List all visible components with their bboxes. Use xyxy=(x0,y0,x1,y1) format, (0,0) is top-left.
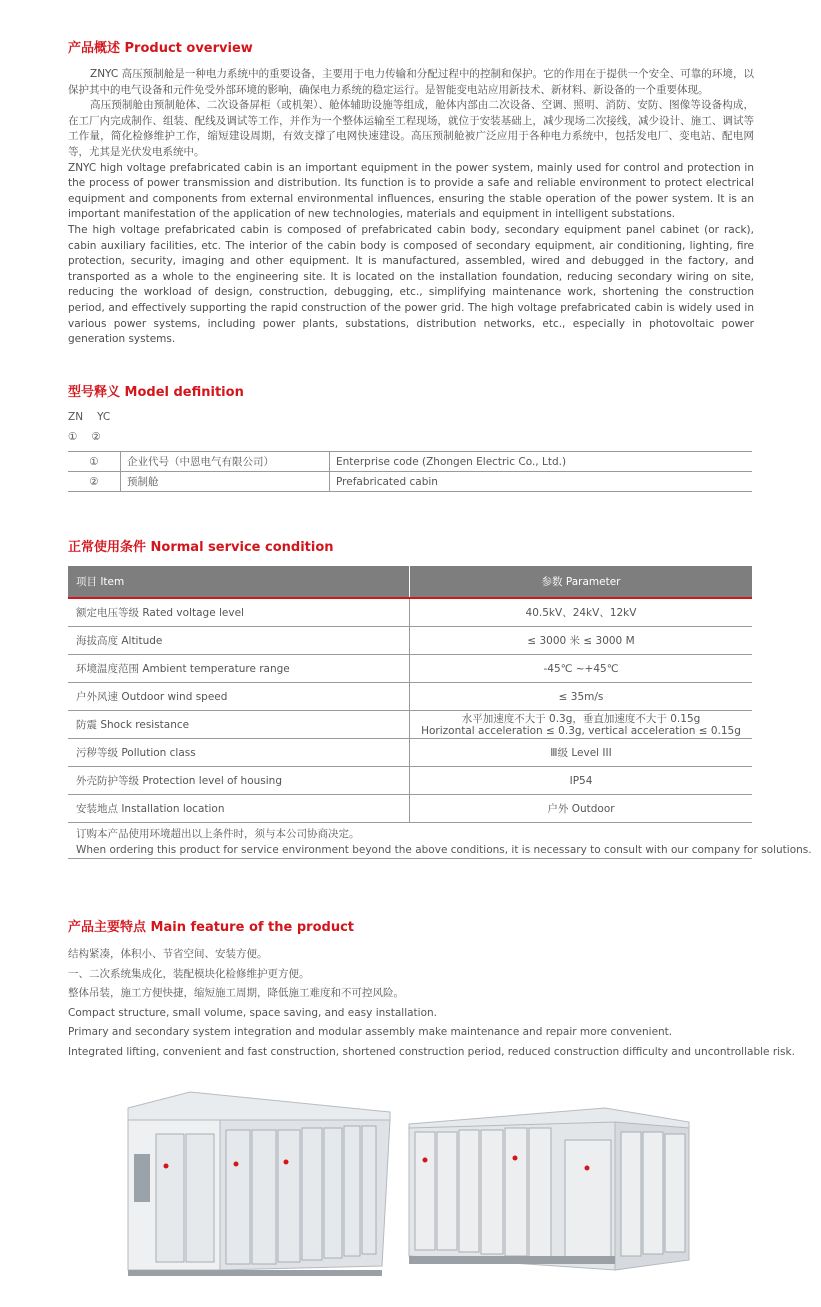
list-item: 结构紧凑，体积小、节省空间、安装方便。 xyxy=(68,948,268,960)
model-title: 型号释义 Model definition xyxy=(68,385,244,400)
table-row xyxy=(68,795,752,823)
table-row xyxy=(68,655,752,683)
table-row xyxy=(68,767,752,795)
list-item: 整体吊装，施工方便快捷，缩短施工周期，降低施工难度和不可控风险。 xyxy=(68,987,404,999)
row-param xyxy=(410,711,753,739)
row-item: 外壳防护等级 Protection level of housing xyxy=(68,767,410,795)
list-item: 一、二次系统集成化，装配模块化检修维护更方便。 xyxy=(68,967,310,980)
model-mark-row xyxy=(68,431,115,443)
service-note-cn: 订购本产品使用环境超出以上条件时，须与本公司协商决定。 xyxy=(76,828,360,840)
model-row-en: Prefabricated cabin xyxy=(330,472,753,492)
service-condition-table xyxy=(68,566,752,823)
row-item: 污秽等级 Pollution class xyxy=(68,739,410,767)
model-code-zn: ZN xyxy=(68,411,84,423)
row-item: 环境温度范围 Ambient temperature range xyxy=(68,655,410,683)
model-row-cn: 预制舱 xyxy=(121,472,330,492)
row-param-en: Horizontal acceleration ≤ 0.3g, vertical acceleration ≤ 0.15g xyxy=(421,724,741,737)
model-row-en: Enterprise code (Zhongen Electric Co., Ltd.) xyxy=(330,452,753,472)
overview-cn-paragraph-1: ZNYC 高压预制舱是一种电力系统中的重要设备，主要用于电力传输和分配过程中的控制和保护。它的作用在于提供一个安全、可靠的环境，以保护其中的电气设备和元件免受外部环境的影响，确保电力系统的稳定运行。是智能变电站应用新技术、新材料、新设备的一个重要体现。 xyxy=(68,68,754,96)
model-code-yc: YC xyxy=(97,411,111,423)
list-item: Integrated lifting, convenient and fast construction, shortened construction period, reduced construction difficulty and uncontrollable risk. xyxy=(68,1045,795,1058)
cabin-image-left xyxy=(120,1090,395,1280)
table-row xyxy=(68,472,752,492)
header-parameter: 参数 Parameter xyxy=(410,566,753,598)
service-note-en: When ordering this product for service environment beyond the above conditions, it is necessary to consult with our company for solutions. xyxy=(76,844,812,856)
model-row-number: ① xyxy=(68,452,121,472)
row-param: ≤ 35m/s xyxy=(410,683,753,711)
row-param: -45℃ ~+45℃ xyxy=(410,655,753,683)
model-mark-1: ① xyxy=(68,431,78,443)
row-item: 安装地点 Installation location xyxy=(68,795,410,823)
row-param-cn: 水平加速度不大于 0.3g，垂直加速度不大于 0.15g xyxy=(461,712,701,725)
row-item: 海拔高度 Altitude xyxy=(68,627,410,655)
row-item: 额定电压等级 Rated voltage level xyxy=(68,598,410,627)
table-row xyxy=(68,711,752,739)
row-param: 户外 Outdoor xyxy=(410,795,753,823)
table-row xyxy=(68,683,752,711)
row-param: ≤ 3000 米 ≤ 3000 M xyxy=(410,627,753,655)
divider xyxy=(68,858,752,859)
model-code-row xyxy=(68,411,124,423)
header-item: 项目 Item xyxy=(68,566,410,598)
list-item: Primary and secondary system integration and modular assembly make maintenance and repair more convenient. xyxy=(68,1026,673,1038)
row-param: 40.5kV、24kV、12kV xyxy=(410,598,753,627)
overview-title: 产品概述 Product overview xyxy=(68,41,253,56)
table-header-row xyxy=(68,566,752,598)
row-param: IP54 xyxy=(410,767,753,795)
model-mark-2: ② xyxy=(91,431,101,443)
table-row xyxy=(68,452,752,472)
model-row-number: ② xyxy=(68,472,121,492)
table-row xyxy=(68,627,752,655)
list-item: Compact structure, small volume, space saving, and easy installation. xyxy=(68,1006,438,1019)
overview-en-paragraph-1: ZNYC high voltage prefabricated cabin is an important equipment in the power system, mainly used for control and protection in the process of power transmission and distribution. Its function is to provide a safe and reliable environment to protect electrical equipment and components from external environmental influences, ensuring the stable operation of the power system. It is an important manifestation of the application of new technologies, materials and equipment in intelligent substations. xyxy=(68,161,754,221)
table-row xyxy=(68,739,752,767)
row-item: 户外风速 Outdoor wind speed xyxy=(68,683,410,711)
cabin-image-right xyxy=(405,1100,695,1280)
row-param: Ⅲ级 Level III xyxy=(410,739,753,767)
service-title: 正常使用条件 Normal service condition xyxy=(68,540,334,555)
row-item: 防震 Shock resistance xyxy=(68,711,410,739)
feature-list xyxy=(68,945,795,1062)
overview-text xyxy=(68,67,754,348)
model-row-cn: 企业代号（中恩电气有限公司） xyxy=(121,452,330,472)
service-note xyxy=(76,826,812,858)
model-definition-table xyxy=(68,451,752,492)
overview-en-paragraph-2: The high voltage prefabricated cabin is composed of prefabricated cabin body, secondary equipment panel cabinet (or rack), cabin auxiliary facilities, etc. The interior of the cabin body is composed of secondary equipment, air conditioning, lighting, fire protection, security, imaging and other equipment. It is manufactured, assembled, wired and debugged in the factory, and transported as a whole to the engineering site. It is located on the installation foundation, reducing secondary wiring on site, reducing the workload of design, construction, debugging, etc., simplifying maintenance work, shortening the construction period, and effectively supporting the rapid construction of the power grid. The high voltage prefabricated cabin is widely used in various power systems, including power plants, substations, distribution networks, etc., especially in photovoltaic power generation systems. xyxy=(68,223,754,346)
features-title: 产品主要特点 Main feature of the product xyxy=(68,920,354,935)
table-row xyxy=(68,598,752,627)
overview-cn-paragraph-2: 高压预制舱由预制舱体、二次设备屏柜（或机架）、舱体辅助设施等组成，舱体内部由二次设备、空调、照明、消防、安防、图像等设备构成，在工厂内完成制作、组装、配线及调试等工作，并作为一个整体运输至工程现场，就位于安装基础上，减少现场二次接线，减少设计、施工、调试等工作量，简化检修维护工作，缩短建设周期，有效支撑了电网快速建设。高压预制舱被广泛应用于各种电力系统中，包括发电厂、变电站、配电网等，尤其是光伏发电系统中。 xyxy=(68,99,754,158)
